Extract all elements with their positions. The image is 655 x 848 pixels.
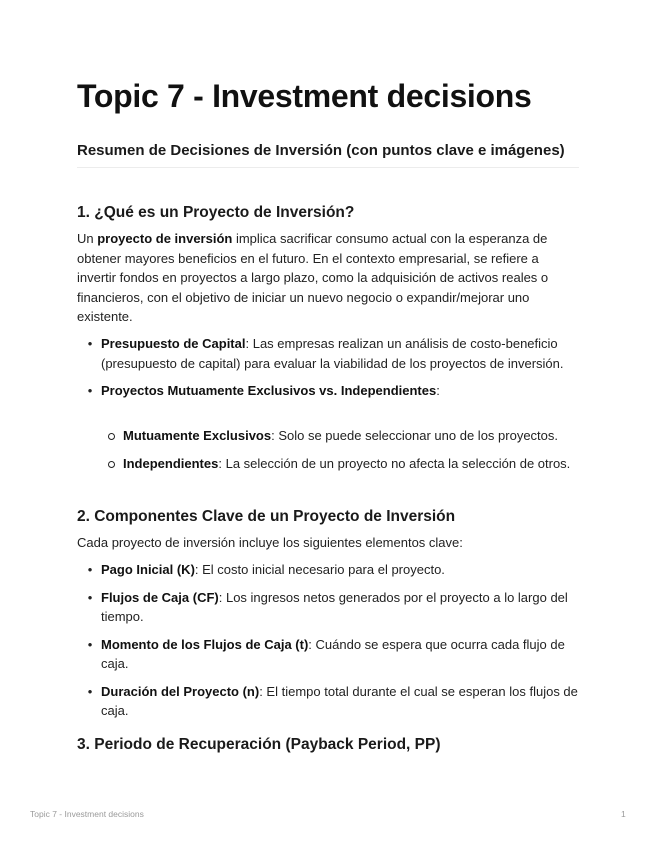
- list-item-text: : El costo inicial necesario para el proyecto.: [194, 562, 445, 577]
- bullet-icon: •: [87, 383, 93, 398]
- section-1-heading: 1. ¿Qué es un Proyecto de Inversión?: [77, 204, 355, 221]
- footer-title: Topic 7 - Investment decisions: [30, 809, 144, 819]
- page-number: 1: [621, 809, 626, 819]
- section-1-list: [87, 334, 579, 401]
- list-item-text: :: [436, 383, 440, 398]
- list-item-text: : Las empresas realizan un análisis de costo-beneficio (presupuesto de capital) para evaluar la viabilidad de los proyectos de inversión.: [101, 336, 564, 371]
- list-item-term: Flujos de Caja (CF): [101, 589, 219, 605]
- list-item-term: Independientes: [123, 455, 219, 471]
- bullet-icon: •: [87, 589, 93, 605]
- list-item: [123, 426, 579, 446]
- list-item-text: : El tiempo total durante el cual se esperan los flujos de caja.: [101, 683, 578, 718]
- list-item: [87, 588, 579, 627]
- bullet-icon: •: [87, 683, 93, 699]
- circle-bullet-icon: [108, 433, 115, 440]
- section-1-intro-term: proyecto de inversión: [97, 231, 233, 246]
- list-item-text: : La selección de un proyecto no afecta la selección de otros.: [218, 455, 571, 471]
- section-1-intro: Un proyecto de inversión implica sacrificar consumo actual con la esperanza de obtener mayores beneficios en el futuro. En el contexto empresarial, se refiere a invertir fondos en proyectos a largo plazo, como la adquisición de activos reales o financieros, con el objetivo de iniciar un nuevo negocio o expandir/mejorar uno existente.: [77, 231, 549, 324]
- bullet-icon: •: [87, 636, 93, 652]
- list-item-term: Momento de los Flujos de Caja (t): [101, 636, 309, 652]
- list-item-term: Presupuesto de Capital: [101, 336, 246, 351]
- page-title: Topic 7 - Investment decisions: [77, 78, 532, 114]
- section-2-list: [87, 560, 579, 721]
- list-item: [123, 454, 579, 474]
- section-2-heading: 2. Componentes Clave de un Proyecto de Inversión: [77, 508, 456, 525]
- list-item-text: : Cuándo se espera que ocurra cada flujo de caja.: [101, 636, 565, 671]
- list-item: [87, 334, 579, 373]
- list-item: [87, 560, 579, 580]
- document-subtitle: Resumen de Decisiones de Inversión (con puntos clave e imágenes): [77, 141, 579, 168]
- bullet-icon: •: [87, 562, 93, 577]
- list-item-term: Duración del Proyecto (n): [101, 683, 260, 699]
- section-2-intro: Cada proyecto de inversión incluye los siguientes elementos clave:: [77, 535, 463, 550]
- bullet-icon: •: [87, 336, 93, 351]
- list-item: [87, 381, 579, 401]
- list-item-term: Proyectos Mutuamente Exclusivos vs. Independientes: [101, 383, 437, 398]
- list-item-text: : Solo se puede seleccionar uno de los proyectos.: [271, 428, 559, 443]
- circle-bullet-icon: [108, 461, 115, 468]
- list-item: [87, 682, 579, 721]
- section-1-sublist: [123, 426, 579, 473]
- list-item-term: Mutuamente Exclusivos: [123, 428, 272, 443]
- list-item: [87, 635, 579, 674]
- list-item-term: Pago Inicial (K): [101, 562, 195, 577]
- section-3-heading: 3. Periodo de Recuperación (Payback Period, PP): [77, 736, 441, 753]
- list-item-text: : Los ingresos netos generados por el proyecto a lo largo del tiempo.: [101, 589, 568, 624]
